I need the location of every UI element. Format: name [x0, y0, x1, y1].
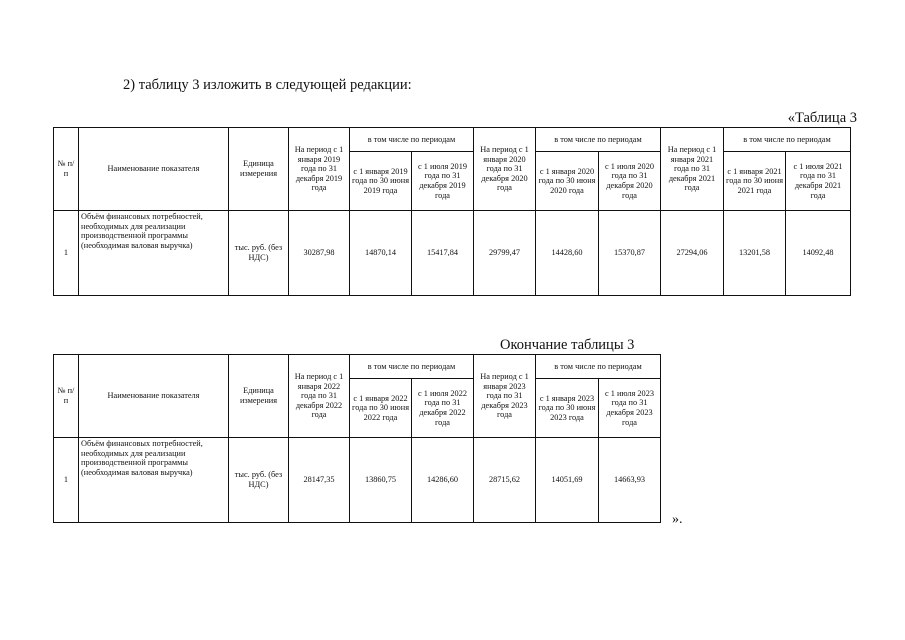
header-row	[54, 355, 661, 379]
header-2019-h2: с 1 июля 2019 года по 31 декабря 2019 года	[412, 152, 474, 211]
header-2020-h1: с 1 января 2020 года по 30 июня 2020 года	[536, 152, 599, 211]
value-2020: 29799,47	[474, 211, 536, 296]
header-2023-h1: с 1 января 2023 года по 30 июня 2023 года	[536, 379, 599, 438]
value-2021-h1: 13201,58	[724, 211, 786, 296]
header-2019-h1: с 1 января 2019 года по 30 июня 2019 года	[350, 152, 412, 211]
value-2019-h1: 14870,14	[350, 211, 412, 296]
value-2019: 30287,98	[289, 211, 350, 296]
table-3-caption: «Таблица 3	[787, 110, 857, 126]
value-2022-h2: 14286,60	[412, 438, 474, 523]
header-including-2020: в том числе по периодам	[536, 128, 661, 152]
header-including-2023: в том числе по периодам	[536, 355, 661, 379]
header-period-2022: На период с 1 января 2022 года по 31 декабря 2022 года	[289, 355, 350, 438]
row-name: Объём финансовых потребностей, необходимых для реализации производственной программы (необходимая валовая выручка)	[79, 211, 229, 296]
header-2021-h1: с 1 января 2021 года по 30 июня 2021 года	[724, 152, 786, 211]
intro-paragraph: 2) таблицу 3 изложить в следующей редакции:	[123, 77, 412, 93]
header-name: Наименование показателя	[79, 128, 229, 211]
value-2022: 28147,35	[289, 438, 350, 523]
value-2019-h2: 15417,84	[412, 211, 474, 296]
value-2020-h2: 15370,87	[599, 211, 661, 296]
row-unit: тыс. руб. (без НДС)	[229, 438, 289, 523]
table-row	[54, 211, 851, 296]
header-name: Наименование показателя	[79, 355, 229, 438]
value-2023: 28715,62	[474, 438, 536, 523]
header-period-2023: На период с 1 января 2023 года по 31 декабря 2023 года	[474, 355, 536, 438]
header-including-2022: в том числе по периодам	[350, 355, 474, 379]
header-2020-h2: с 1 июля 2020 года по 31 декабря 2020 года	[599, 152, 661, 211]
header-row	[54, 128, 851, 152]
header-including-2019: в том числе по периодам	[350, 128, 474, 152]
header-unit: Единица измерения	[229, 128, 289, 211]
header-2022-h2: с 1 июля 2022 года по 31 декабря 2022 года	[412, 379, 474, 438]
value-2023-h1: 14051,69	[536, 438, 599, 523]
header-num: № п/п	[54, 128, 79, 211]
header-period-2019: На период с 1 января 2019 года по 31 декабря 2019 года	[289, 128, 350, 211]
header-num: № п/п	[54, 355, 79, 438]
header-period-2021: На период с 1 января 2021 года по 31 декабря 2021 года	[661, 128, 724, 211]
row-num: 1	[54, 438, 79, 523]
header-2023-h2: с 1 июля 2023 года по 31 декабря 2023 года	[599, 379, 661, 438]
header-2022-h1: с 1 января 2022 года по 30 июня 2022 года	[350, 379, 412, 438]
header-2021-h2: с 1 июля 2021 года по 31 декабря 2021 года	[786, 152, 851, 211]
table-row	[54, 438, 661, 523]
table-3	[53, 127, 851, 296]
value-2021-h2: 14092,48	[786, 211, 851, 296]
row-name: Объём финансовых потребностей, необходимых для реализации производственной программы (необходимая валовая выручка)	[79, 438, 229, 523]
value-2020-h1: 14428,60	[536, 211, 599, 296]
header-unit: Единица измерения	[229, 355, 289, 438]
row-unit: тыс. руб. (без НДС)	[229, 211, 289, 296]
table-3-end-caption: Окончание таблицы 3	[500, 337, 635, 353]
header-including-2021: в том числе по периодам	[724, 128, 851, 152]
closing-quote: ».	[672, 512, 683, 527]
value-2023-h2: 14663,93	[599, 438, 661, 523]
value-2021: 27294,06	[661, 211, 724, 296]
value-2022-h1: 13860,75	[350, 438, 412, 523]
table-3-end	[53, 354, 661, 523]
row-num: 1	[54, 211, 79, 296]
header-period-2020: На период с 1 января 2020 года по 31 декабря 2020 года	[474, 128, 536, 211]
